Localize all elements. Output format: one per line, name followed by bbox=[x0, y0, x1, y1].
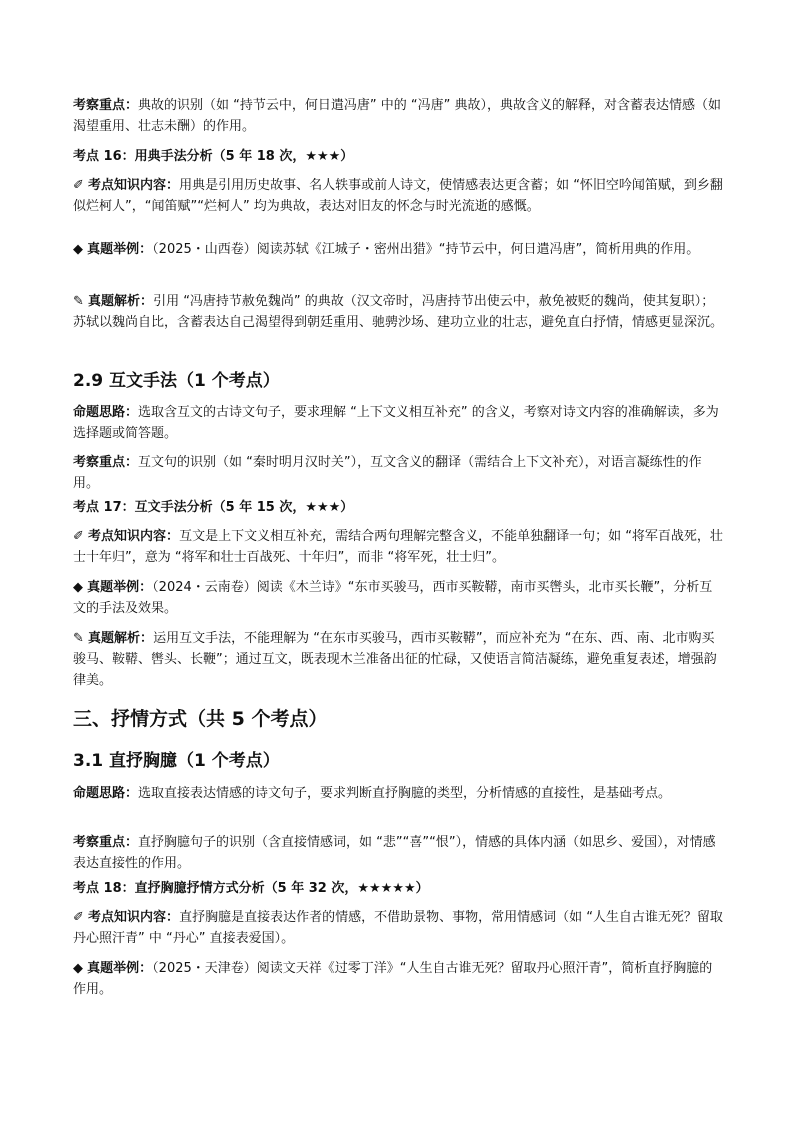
knowledge-text: 互文是上下文义相互补充，需结合两句理解完整含义，不能单独翻译一句；如 “将军百战死，壮士十年归”，意为 “将军和壮士百战死、十年归”，而非 “将军死，壮士归”。 bbox=[73, 529, 723, 565]
key-focus-paragraph bbox=[73, 452, 723, 494]
key-focus-label: 考察重点： bbox=[73, 455, 139, 470]
exam-analysis-paragraph bbox=[73, 628, 723, 691]
exam-example-paragraph bbox=[73, 958, 723, 1000]
exam-analysis-paragraph bbox=[73, 291, 723, 333]
key-focus-label: 考察重点： bbox=[73, 98, 139, 113]
analysis-label: 真题解析： bbox=[88, 631, 154, 646]
knowledge-text: 直抒胸臆是直接表达作者的情感，不借助景物、事物，常用情感词（如 “人生自古谁无死？留取丹心照汗青” 中 “丹心” 直接表爱国）。 bbox=[73, 910, 723, 946]
knowledge-paragraph bbox=[73, 175, 723, 217]
knowledge-label: 考点知识内容： bbox=[88, 178, 180, 193]
analysis-label: 真题解析： bbox=[88, 294, 154, 309]
diamond-icon: ◆ bbox=[73, 242, 88, 257]
diamond-icon: ◆ bbox=[73, 961, 88, 976]
pen-icon: ✎ bbox=[73, 294, 89, 309]
knowledge-paragraph bbox=[73, 526, 723, 568]
question-idea-text: 选取直接表达情感的诗文句子，要求判断直抒胸臆的类型，分析情感的直接性，是基础考点。 bbox=[138, 786, 672, 801]
exam-example-paragraph bbox=[73, 239, 723, 260]
diamond-icon: ◆ bbox=[73, 580, 88, 595]
exam-point-17-heading: 考点 17：互文手法分析（5 年 15 次，★★★） bbox=[73, 500, 354, 515]
question-idea-paragraph bbox=[73, 402, 723, 444]
exam-example-paragraph bbox=[73, 577, 723, 619]
example-text: （2025・山西卷）阅读苏轼《江城子・密州出猎》“持节云中，何日遣冯唐”，简析用典的作用。 bbox=[152, 242, 700, 257]
key-focus-paragraph bbox=[73, 95, 723, 137]
chapter-3-heading: 三、抒情方式（共 5 个考点） bbox=[73, 708, 328, 730]
section-3-1-heading: 3.1 直抒胸臆（1 个考点） bbox=[73, 751, 280, 771]
example-label: 真题举例： bbox=[87, 580, 153, 595]
knowledge-label: 考点知识内容： bbox=[88, 529, 180, 544]
pencil-icon: ✐ bbox=[73, 529, 89, 544]
key-focus-text: 直抒胸臆句子的识别（含直接情感词，如 “悲”“喜”“恨”），情感的具体内涵（如思乡、爱国），对情感表达直接性的作用。 bbox=[73, 835, 716, 871]
key-focus-text: 互文句的识别（如 “秦时明月汉时关”），互文含义的翻译（需结合上下文补充），对语言凝练性的作用。 bbox=[73, 455, 702, 491]
knowledge-text: 用典是引用历史故事、名人轶事或前人诗文，使情感表达更含蓄；如 “怀旧空吟闻笛赋，到乡翻似烂柯人”，“闻笛赋”“烂柯人” 均为典故，表达对旧友的怀念与时光流逝的感慨。 bbox=[73, 178, 723, 214]
example-text: （2024・云南卷）阅读《木兰诗》“东市买骏马，西市买鞍鞯，南市买辔头，北市买长鞭”，分析互文的手法及效果。 bbox=[73, 580, 713, 616]
exam-point-16-heading: 考点 16：用典手法分析（5 年 18 次，★★★） bbox=[73, 149, 354, 164]
example-label: 真题举例： bbox=[87, 242, 153, 257]
question-idea-text: 选取含互文的古诗文句子，要求理解 “上下文义相互补充” 的含义，考察对诗文内容的准确解读，多为选择题或简答题。 bbox=[73, 405, 719, 441]
knowledge-label: 考点知识内容： bbox=[88, 910, 180, 925]
example-label: 真题举例： bbox=[87, 961, 153, 976]
pencil-icon: ✐ bbox=[73, 178, 89, 193]
question-idea-label: 命题思路： bbox=[73, 786, 139, 801]
exam-point-18-heading: 考点 18：直抒胸臆抒情方式分析（5 年 32 次，★★★★★） bbox=[73, 881, 429, 896]
pen-icon: ✎ bbox=[73, 631, 89, 646]
key-focus-text: 典故的识别（如 “持节云中，何日遣冯唐” 中的 “冯唐” 典故），典故含义的解释，对含蓄表达情感（如渴望重用、壮志未酬）的作用。 bbox=[73, 98, 722, 134]
question-idea-paragraph bbox=[73, 783, 723, 804]
pencil-icon: ✐ bbox=[73, 910, 89, 925]
question-idea-label: 命题思路： bbox=[73, 405, 139, 420]
example-text: （2025・天津卷）阅读文天祥《过零丁洋》“人生自古谁无死？留取丹心照汗青”，简析直抒胸臆的作用。 bbox=[73, 961, 713, 997]
knowledge-paragraph bbox=[73, 907, 723, 949]
key-focus-label: 考察重点： bbox=[73, 835, 139, 850]
key-focus-paragraph bbox=[73, 832, 723, 874]
section-2-9-heading: 2.9 互文手法（1 个考点） bbox=[73, 371, 280, 391]
analysis-text: 运用互文手法，不能理解为 “在东市买骏马，西市买鞍鞯”，而应补充为 “在东、西、南、北市购买骏马、鞍鞯、辔头、长鞭”；通过互文，既表现木兰准备出征的忙碌，又使语言简洁凝练，避免重复表述，增强韵律美。 bbox=[73, 631, 717, 688]
analysis-text: 引用 “冯唐持节赦免魏尚” 的典故（汉文帝时，冯唐持节出使云中，赦免被贬的魏尚，使其复职）；苏轼以魏尚自比，含蓄表达自己渴望得到朝廷重用、驰骋沙场、建功立业的壮志，避免直白抒情，情感更显深沉。 bbox=[73, 294, 724, 330]
